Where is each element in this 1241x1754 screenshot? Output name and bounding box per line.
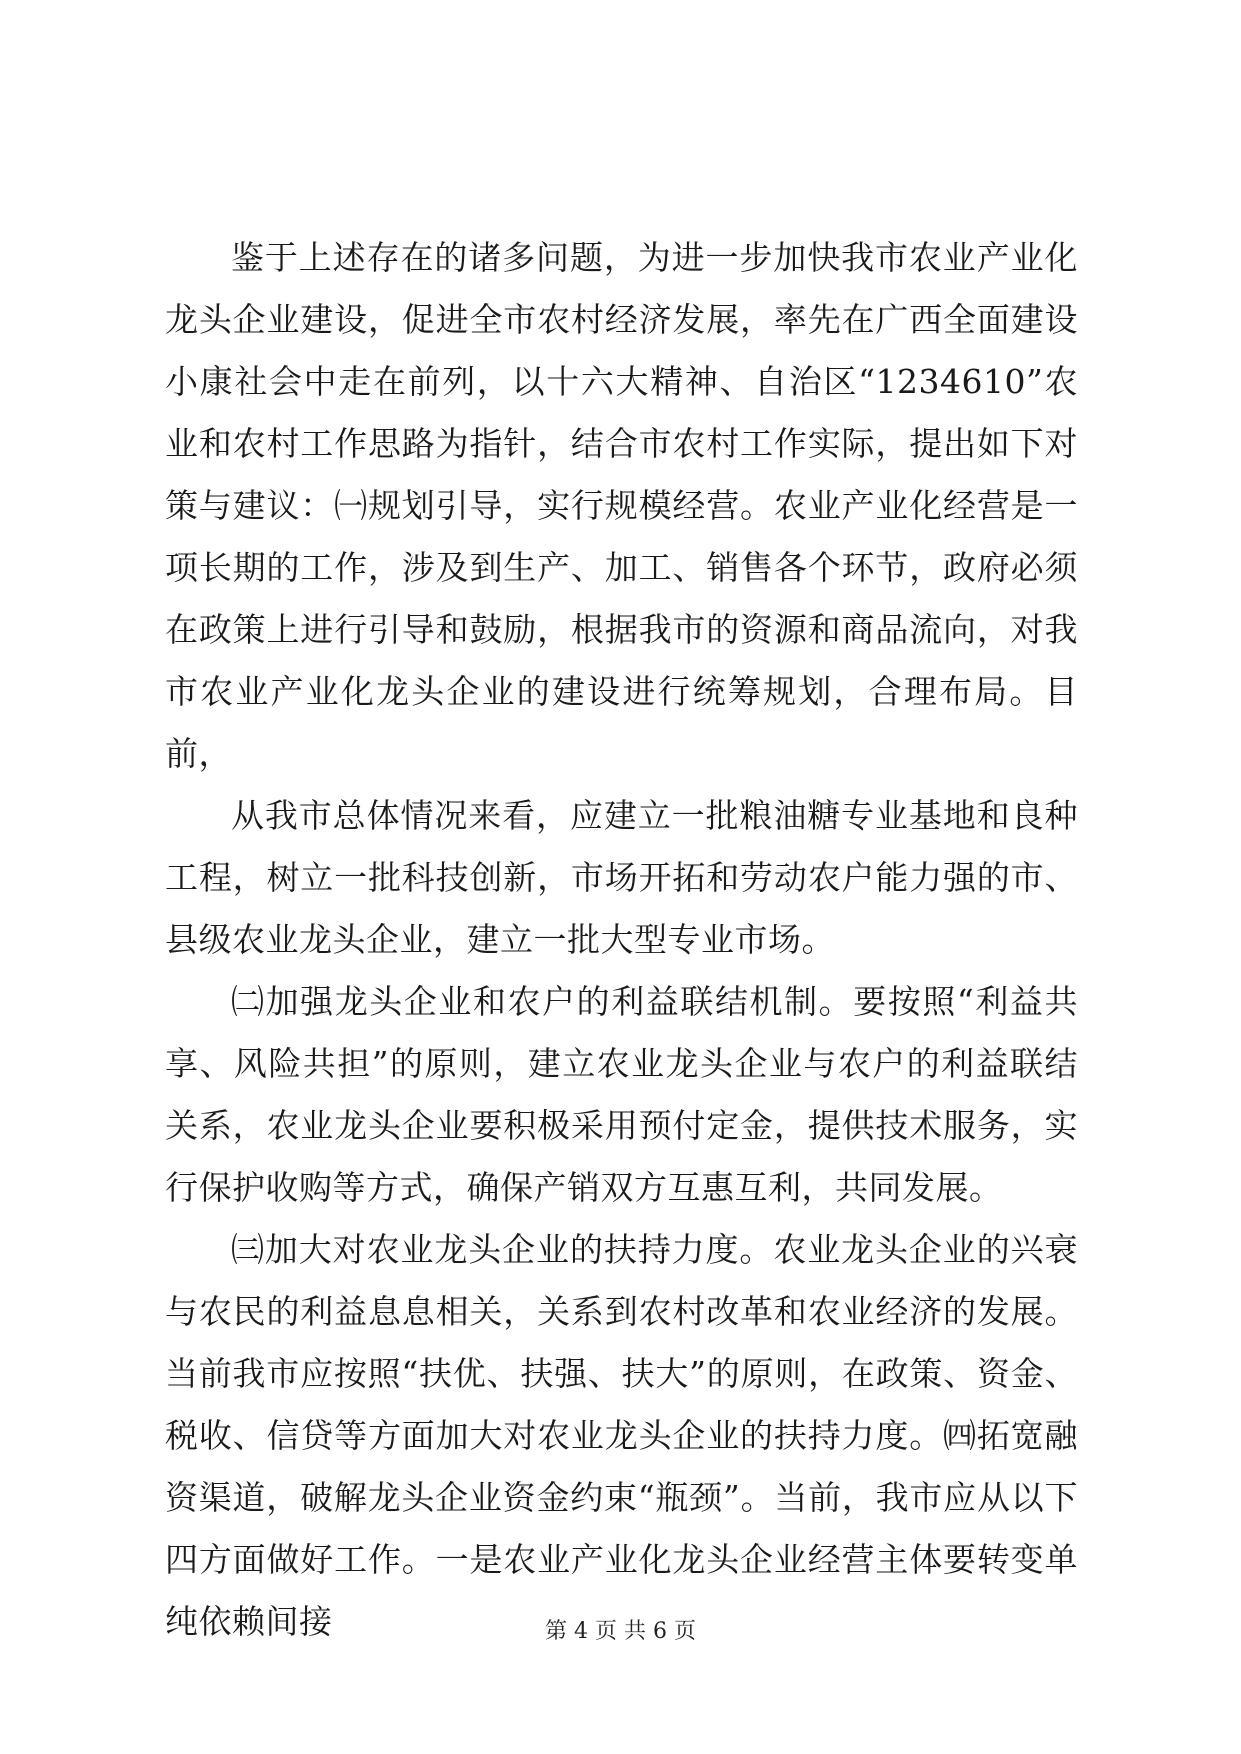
paragraph-item-2: ㈡加强龙头企业和农户的利益联结机制。要按照“利益共享、风险共担”的原则，建立农业龙头企业与农户的利益联结关系，农业龙头企业要积极采用预付定金，提供技术服务，实行保护收购等方式，确保产销双方互惠互利，共同发展。 <box>165 982 1078 1207</box>
paragraph-item-3: ㈢加大对农业龙头企业的扶持力度。农业龙头企业的兴衰与农民的利益息息相关，关系到农村改革和农业经济的发展。当前我市应按照“扶优、扶强、扶大”的原则，在政策、资金、税收、信贷等方面加大对农业龙头企业的扶持力度。㈣拓宽融资渠道，破解龙头企业资金约束“瓶颈”。当前，我市应从以下四方面做好工作。一是农业产业化龙头企业经营主体要转变单纯依赖间接 <box>165 1230 1078 1641</box>
page-number-footer: 第 4 页 共 6 页 <box>545 1619 696 1644</box>
paragraph-intro: 鉴于上述存在的诸多问题，为进一步加快我市农业产业化龙头企业建设，促进全市农村经济发展，率先在广西全面建设小康社会中走在前列，以十六大精神、自治区“1234610”农业和农村工作思路为指针，结合市农村工作实际，提出如下对策与建议：㈠规划引导，实行规模经营。农业产业化经营是一项长期的工作，涉及到生产、加工、销售各个环节，政府必须在政策上进行引导和鼓励，根据我市的资源和商品流向，对我市农业产业化龙头企业的建设进行统筹规划，合理布局。目前， <box>165 238 1078 773</box>
paragraph-overall: 从我市总体情况来看，应建立一批粮油糖专业基地和良种工程，树立一批科技创新，市场开拓和劳动农户能力强的市、县级农业龙头企业，建立一批大型专业市场。 <box>165 796 1078 959</box>
document-body <box>165 227 1078 1653</box>
